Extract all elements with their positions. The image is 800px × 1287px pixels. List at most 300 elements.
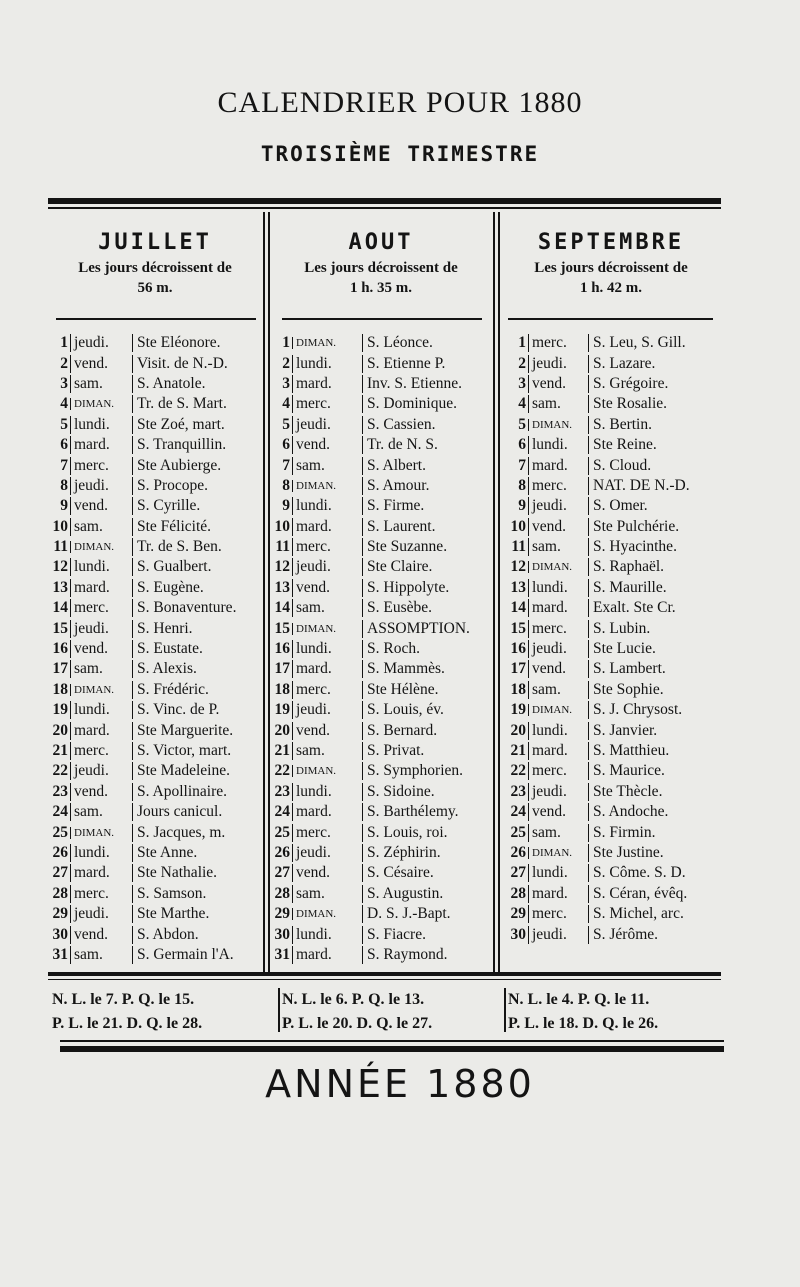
weekday: mard. <box>292 803 362 821</box>
saint-name: S. Albert. <box>362 457 492 475</box>
moon-phase-line: N. L. le 4. P. Q. le 11. <box>508 991 650 1008</box>
day-row <box>48 761 262 781</box>
weekday: lundi. <box>528 864 588 882</box>
weekday: jeudi. <box>70 762 132 780</box>
day-row <box>270 761 492 781</box>
saint-name: S. Firmin. <box>588 824 722 842</box>
saint-name: S. Samson. <box>132 885 262 903</box>
day-row <box>500 618 722 638</box>
weekday: DIMAN. <box>70 684 132 696</box>
weekday: sam. <box>528 395 588 413</box>
day-row <box>500 333 722 353</box>
day-row <box>270 680 492 700</box>
day-row <box>270 394 492 414</box>
day-number: 10 <box>274 517 290 535</box>
day-row <box>48 618 262 638</box>
day-number: 28 <box>274 884 290 902</box>
moon-phases-aout <box>282 988 432 1036</box>
weekday: DIMAN. <box>528 847 588 859</box>
month-header-juillet <box>48 228 262 298</box>
page-subtitle: TROISIÈME TRIMESTRE <box>260 142 540 166</box>
day-row <box>270 517 492 537</box>
day-row <box>500 476 722 496</box>
day-number: 14 <box>274 599 290 617</box>
weekday: vend. <box>528 518 588 536</box>
weekday: mard. <box>528 457 588 475</box>
saint-name: Ste Zoé, mart. <box>132 416 262 434</box>
saint-name: Ste Nathalie. <box>132 864 262 882</box>
saint-name: Ste Eléonore. <box>132 334 262 352</box>
moon-phase-line: N. L. le 6. P. Q. le 13. <box>282 991 425 1008</box>
saint-name: S. Apollinaire. <box>132 783 262 801</box>
day-number: 22 <box>274 762 290 780</box>
weekday: sam. <box>292 599 362 617</box>
day-row <box>48 822 262 842</box>
day-number: 2 <box>518 354 526 372</box>
day-number: 21 <box>52 742 68 759</box>
day-row <box>48 904 262 924</box>
day-row <box>48 517 262 537</box>
day-row <box>48 945 262 965</box>
day-number: 22 <box>52 762 68 780</box>
weekday: vend. <box>70 926 132 944</box>
day-number: 29 <box>52 905 68 923</box>
day-number: 16 <box>510 640 526 658</box>
year-footer: ANNÉE 1880 <box>265 1062 535 1106</box>
weekday: mard. <box>292 375 362 393</box>
page-title: CALENDRIER POUR 1880 <box>217 86 583 119</box>
weekday: merc. <box>528 905 588 923</box>
saint-name: S. Michel, arc. <box>588 905 722 923</box>
day-row <box>48 578 262 598</box>
day-row <box>270 782 492 802</box>
saint-name: S. Eugène. <box>132 579 262 597</box>
day-table-aout <box>270 333 492 965</box>
day-row <box>48 353 262 373</box>
day-row <box>500 822 722 842</box>
day-row <box>270 720 492 740</box>
saint-name: S. Grégoire. <box>588 375 722 393</box>
day-row <box>48 435 262 455</box>
saint-name: S. Amour. <box>362 477 492 495</box>
day-row <box>270 822 492 842</box>
day-row <box>270 884 492 904</box>
saint-name: S. Hippolyte. <box>362 579 492 597</box>
saint-name: Jours canicul. <box>132 803 262 821</box>
day-number: 27 <box>52 864 68 882</box>
day-row <box>48 639 262 659</box>
weekday: merc. <box>292 395 362 413</box>
day-number: 11 <box>511 538 526 556</box>
table-bottom-rule-thick <box>48 972 721 976</box>
weekday: mard. <box>70 436 132 454</box>
saint-name: S. Victor, mart. <box>132 742 262 760</box>
day-row <box>48 415 262 435</box>
weekday: vend. <box>70 640 132 658</box>
day-number: 4 <box>282 395 290 413</box>
day-number: 11 <box>275 538 290 556</box>
weekday: jeudi. <box>70 477 132 495</box>
saint-name: NAT. DE N.-D. <box>588 477 722 495</box>
day-number: 16 <box>52 640 68 658</box>
phase-divider-1 <box>278 988 280 1032</box>
weekday: jeudi. <box>292 701 362 719</box>
weekday: DIMAN. <box>528 561 588 573</box>
saint-name: Tr. de N. S. <box>362 436 492 454</box>
weekday: jeudi. <box>292 416 362 434</box>
saint-name: Ste Anne. <box>132 844 262 862</box>
column-divider-2 <box>493 212 495 972</box>
day-row <box>48 802 262 822</box>
day-number: 1 <box>518 334 526 352</box>
saint-name: S. Laurent. <box>362 518 492 536</box>
weekday: lundi. <box>70 844 132 862</box>
weekday: lundi. <box>528 722 588 740</box>
saint-name: S. J. Chrysost. <box>588 701 722 719</box>
weekday: vend. <box>70 497 132 515</box>
saint-name: Ste Claire. <box>362 558 492 576</box>
saint-name: Ste Madeleine. <box>132 762 262 780</box>
day-row <box>500 598 722 618</box>
header-rule-3 <box>508 318 713 320</box>
day-number: 20 <box>52 721 68 739</box>
day-row <box>270 537 492 557</box>
day-number: 10 <box>510 517 526 535</box>
day-number: 9 <box>518 497 526 515</box>
day-row <box>500 843 722 863</box>
weekday: sam. <box>528 681 588 699</box>
weekday: vend. <box>70 783 132 801</box>
day-row <box>270 333 492 353</box>
weekday: lundi. <box>292 497 362 515</box>
day-number: 28 <box>510 884 526 902</box>
day-table-septembre <box>500 333 722 945</box>
weekday: vend. <box>292 722 362 740</box>
saint-name: S. Abdon. <box>132 926 262 944</box>
day-row <box>270 353 492 373</box>
day-number: 14 <box>52 599 68 617</box>
day-number: 25 <box>274 823 290 841</box>
day-row <box>270 700 492 720</box>
day-number: 15 <box>510 619 526 637</box>
day-row <box>270 945 492 965</box>
day-number: 1 <box>282 334 290 352</box>
day-row <box>500 557 722 577</box>
day-row <box>270 435 492 455</box>
saint-name: S. Cassien. <box>362 416 492 434</box>
day-number: 4 <box>60 395 68 413</box>
header-rule-2 <box>282 318 482 320</box>
saint-name: Ste Justine. <box>588 844 722 862</box>
saint-name: S. Bertin. <box>588 416 722 434</box>
saint-name: S. Lambert. <box>588 660 722 678</box>
day-row <box>270 843 492 863</box>
saint-name: S. Privat. <box>362 742 492 760</box>
day-number: 5 <box>60 415 68 433</box>
weekday: lundi. <box>292 926 362 944</box>
weekday: sam. <box>70 946 132 964</box>
day-number: 12 <box>52 558 68 576</box>
day-number: 12 <box>274 558 290 576</box>
weekday: sam. <box>292 457 362 475</box>
weekday: merc. <box>70 457 132 475</box>
day-row <box>48 598 262 618</box>
saint-name: Ste Suzanne. <box>362 538 492 556</box>
footer-rule-thick <box>60 1046 724 1052</box>
day-row <box>270 578 492 598</box>
day-number: 13 <box>52 578 68 596</box>
saint-name: D. S. J.-Bapt. <box>362 905 492 923</box>
weekday: DIMAN. <box>70 541 132 553</box>
day-number: 27 <box>274 864 290 882</box>
day-row <box>500 374 722 394</box>
saint-name: Ste Sophie. <box>588 681 722 699</box>
day-row <box>500 884 722 904</box>
day-row <box>500 659 722 679</box>
saint-name: S. Omer. <box>588 497 722 515</box>
weekday: mard. <box>528 742 588 760</box>
saint-name: S. Cyrille. <box>132 497 262 515</box>
weekday: merc. <box>528 334 588 352</box>
day-number: 18 <box>274 680 290 698</box>
weekday: sam. <box>70 518 132 536</box>
saint-name: S. Jacques, m. <box>132 824 262 842</box>
day-number: 30 <box>52 925 68 943</box>
day-row <box>500 802 722 822</box>
day-row <box>48 394 262 414</box>
weekday: DIMAN. <box>292 623 362 635</box>
day-row <box>48 863 262 883</box>
day-row <box>500 537 722 557</box>
day-number: 8 <box>518 476 526 494</box>
day-number: 2 <box>282 354 290 372</box>
day-number: 10 <box>52 517 68 535</box>
weekday: lundi. <box>528 436 588 454</box>
day-row <box>48 557 262 577</box>
weekday: vend. <box>70 355 132 373</box>
weekday: DIMAN. <box>528 419 588 431</box>
day-number: 3 <box>60 374 68 392</box>
saint-name: S. Hyacinthe. <box>588 538 722 556</box>
saint-name: Ste Aubierge. <box>132 457 262 475</box>
saint-name: S. Matthieu. <box>588 742 722 760</box>
day-row <box>270 659 492 679</box>
weekday: DIMAN. <box>292 337 362 349</box>
moon-phases-septembre <box>508 988 658 1036</box>
saint-name: Ste Pulchérie. <box>588 518 722 536</box>
day-number: 16 <box>274 640 290 658</box>
saint-name: S. Lubin. <box>588 620 722 638</box>
column-divider-1 <box>263 212 265 972</box>
weekday: mard. <box>70 579 132 597</box>
day-row <box>500 435 722 455</box>
saint-name: Ste Hélène. <box>362 681 492 699</box>
day-number: 7 <box>282 456 290 474</box>
day-number: 19 <box>52 701 68 719</box>
day-number: 26 <box>510 843 526 861</box>
saint-name: Ste Thècle. <box>588 783 722 801</box>
saint-name: S. Vinc. de P. <box>132 701 262 719</box>
day-row <box>270 639 492 659</box>
day-number: 4 <box>518 395 526 413</box>
day-number: 14 <box>510 599 526 617</box>
weekday: mard. <box>528 885 588 903</box>
day-number: 13 <box>510 578 526 596</box>
moon-phase-line: P. L. le 18. D. Q. le 26. <box>508 1015 659 1032</box>
day-number: 30 <box>510 925 526 943</box>
weekday: sam. <box>292 885 362 903</box>
weekday: lundi. <box>70 558 132 576</box>
day-number: 6 <box>60 436 68 454</box>
weekday: merc. <box>292 824 362 842</box>
day-row <box>270 618 492 638</box>
month-name: SEPTEMBRE <box>537 230 685 255</box>
day-row <box>270 598 492 618</box>
weekday: vend. <box>528 660 588 678</box>
day-row <box>500 517 722 537</box>
day-number: 9 <box>60 497 68 515</box>
day-number: 25 <box>510 823 526 841</box>
weekday: jeudi. <box>528 783 588 801</box>
weekday: merc. <box>292 538 362 556</box>
day-number: 8 <box>282 476 290 494</box>
day-number: 18 <box>52 680 68 698</box>
day-row <box>270 374 492 394</box>
saint-name: S. Louis, roi. <box>362 824 492 842</box>
day-row <box>500 415 722 435</box>
day-row <box>48 455 262 475</box>
day-row <box>500 639 722 659</box>
saint-name: S. Alexis. <box>132 660 262 678</box>
saint-name: S. Eustate. <box>132 640 262 658</box>
weekday: lundi. <box>292 355 362 373</box>
day-row <box>500 578 722 598</box>
saint-name: S. Symphorien. <box>362 762 492 780</box>
moon-phase-line: P. L. le 21. D. Q. le 28. <box>52 1015 203 1032</box>
day-row <box>500 761 722 781</box>
saint-name: S. Bernard. <box>362 722 492 740</box>
day-row <box>270 863 492 883</box>
day-row <box>270 741 492 761</box>
day-number: 3 <box>518 374 526 392</box>
day-row <box>48 884 262 904</box>
day-row <box>500 680 722 700</box>
day-row <box>48 843 262 863</box>
day-row <box>270 924 492 944</box>
month-note-value: 1 h. 35 m. <box>349 280 413 296</box>
day-number: 26 <box>52 843 68 861</box>
month-name: AOUT <box>348 230 414 255</box>
saint-name: S. Césaire. <box>362 864 492 882</box>
day-number: 11 <box>53 538 68 556</box>
day-number: 31 <box>52 945 68 963</box>
weekday: lundi. <box>70 701 132 719</box>
month-note-value: 1 h. 42 m. <box>579 280 643 296</box>
saint-name: S. Louis, év. <box>362 701 492 719</box>
weekday: merc. <box>70 599 132 617</box>
day-number: 15 <box>274 619 290 637</box>
saint-name: S. Raymond. <box>362 946 492 964</box>
day-row <box>48 333 262 353</box>
day-number: 12 <box>510 558 526 576</box>
weekday: lundi. <box>528 579 588 597</box>
day-row <box>500 496 722 516</box>
saint-name: S. Barthélemy. <box>362 803 492 821</box>
weekday: lundi. <box>292 783 362 801</box>
day-row <box>500 455 722 475</box>
saint-name: S. Henri. <box>132 620 262 638</box>
saint-name: S. Lazare. <box>588 355 722 373</box>
day-row <box>48 537 262 557</box>
day-row <box>270 415 492 435</box>
weekday: vend. <box>292 864 362 882</box>
weekday: mard. <box>292 660 362 678</box>
day-number: 24 <box>510 803 526 821</box>
day-number: 5 <box>282 415 290 433</box>
day-number: 29 <box>274 905 290 923</box>
day-number: 2 <box>60 354 68 372</box>
day-number: 24 <box>274 803 290 821</box>
day-number: 20 <box>274 721 290 739</box>
day-row <box>270 455 492 475</box>
weekday: sam. <box>292 742 362 760</box>
saint-name: S. Andoche. <box>588 803 722 821</box>
day-number: 15 <box>52 619 68 637</box>
day-number: 9 <box>282 497 290 515</box>
table-bottom-rule-thin <box>48 979 721 980</box>
weekday: mard. <box>292 946 362 964</box>
saint-name: S. Zéphirin. <box>362 844 492 862</box>
saint-name: S. Céran, évêq. <box>588 885 722 903</box>
day-row <box>48 720 262 740</box>
day-row <box>500 863 722 883</box>
moon-phase-line: N. L. le 7. P. Q. le 15. <box>52 991 195 1008</box>
weekday: jeudi. <box>292 844 362 862</box>
day-number: 3 <box>282 374 290 392</box>
weekday: merc. <box>70 742 132 760</box>
weekday: sam. <box>70 660 132 678</box>
weekday: sam. <box>528 538 588 556</box>
saint-name: S. Côme. S. D. <box>588 864 722 882</box>
day-row <box>48 680 262 700</box>
weekday: sam. <box>70 803 132 821</box>
phase-divider-2 <box>504 988 506 1032</box>
saint-name: Ste Reine. <box>588 436 722 454</box>
month-header-septembre <box>500 228 722 298</box>
weekday: vend. <box>292 436 362 454</box>
weekday: jeudi. <box>528 355 588 373</box>
saint-name: Tr. de S. Mart. <box>132 395 262 413</box>
weekday: jeudi. <box>528 926 588 944</box>
weekday: mard. <box>528 599 588 617</box>
day-number: 27 <box>510 864 526 882</box>
day-row <box>500 904 722 924</box>
saint-name: S. Procope. <box>132 477 262 495</box>
day-number: 28 <box>52 884 68 902</box>
weekday: mard. <box>70 722 132 740</box>
day-table-juillet <box>48 333 262 965</box>
weekday: lundi. <box>70 416 132 434</box>
day-number: 17 <box>274 660 290 678</box>
weekday: sam. <box>70 375 132 393</box>
day-number: 23 <box>52 782 68 800</box>
saint-name: S. Jérôme. <box>588 926 722 944</box>
day-number: 30 <box>274 925 290 943</box>
weekday: mard. <box>292 518 362 536</box>
saint-name: S. Bonaventure. <box>132 599 262 617</box>
day-row <box>500 700 722 720</box>
saint-name: S. Cloud. <box>588 457 722 475</box>
